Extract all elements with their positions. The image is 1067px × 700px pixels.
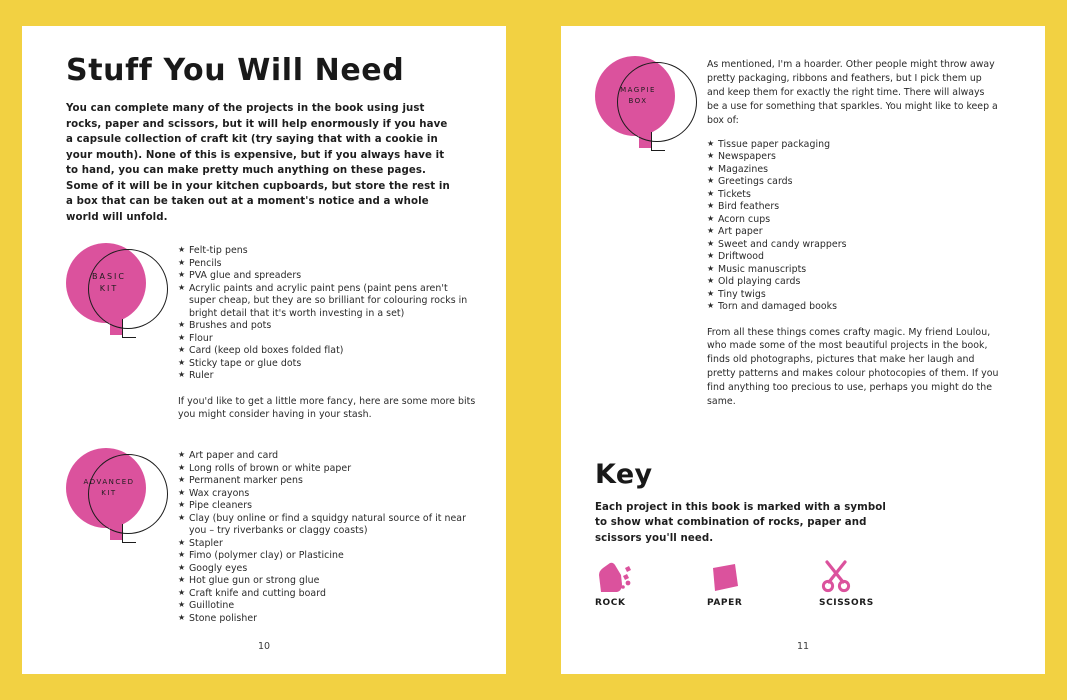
magpie-box-intro: As mentioned, I'm a hoarder. Other people might throw away pretty packaging, ribbons and feathers, but I pick them up and keep them for exactly the right time. There will always be a use for something that sparkles. You might like to keep a box of: <box>707 59 998 126</box>
list-item <box>178 283 476 321</box>
advanced-kit-bubble-label <box>66 448 152 528</box>
key-item-scissors <box>819 562 887 608</box>
star-bullet-icon: ★ <box>707 301 715 311</box>
magpie-box-bubble-label <box>595 56 681 136</box>
magpie-box-closing-paragraph: From all these things comes crafty magic. My friend Loulou, who made some of the most beautiful projects in the book, finds old photographs, pictures that make her laugh and pretty patterns and makes colour photocopies of them. If you find anything too precious to use, perhaps you might do the same. <box>707 326 999 408</box>
list-item-label: Art paper and card <box>189 450 279 462</box>
bubble-label-line-1: ADVANCED <box>83 478 135 487</box>
list-item-label: Greetings cards <box>718 176 793 188</box>
list-item <box>178 488 476 501</box>
advanced-kit-bubble <box>66 448 170 552</box>
list-item-label: Torn and damaged books <box>718 301 838 313</box>
star-bullet-icon: ★ <box>178 357 186 367</box>
list-item-label: Bird feathers <box>718 201 780 213</box>
bubble-label-line-1: MAGPIE <box>620 86 656 95</box>
star-bullet-icon: ★ <box>178 370 186 379</box>
star-bullet-icon: ★ <box>178 575 186 585</box>
rock-icon <box>595 562 635 594</box>
basic-kit-bubble-col <box>66 243 178 347</box>
list-item-label: Old playing cards <box>718 276 801 288</box>
list-item <box>178 588 476 601</box>
star-bullet-icon: ★ <box>178 475 186 485</box>
star-bullet-icon: ★ <box>178 612 186 622</box>
list-item <box>178 258 476 271</box>
star-bullet-icon: ★ <box>707 226 715 236</box>
list-item-label: Clay (buy online or find a squidgy natural source of it near you – try riverbanks or claggy coasts) <box>189 512 466 537</box>
list-item-label: Magazines <box>718 163 769 175</box>
list-item <box>707 201 999 214</box>
list-item <box>707 151 999 164</box>
list-item-label: Stapler <box>189 537 223 549</box>
key-label-paper: PAPER <box>707 598 743 609</box>
star-bullet-icon: ★ <box>178 345 186 354</box>
basic-kit-list-col <box>178 243 476 422</box>
magpie-box-list <box>707 139 999 314</box>
advanced-kit-list <box>178 450 476 625</box>
list-item <box>707 214 999 227</box>
page-title: Stuff You Will Need <box>66 53 405 88</box>
star-bullet-icon: ★ <box>707 263 715 273</box>
list-item <box>178 538 476 551</box>
right-page <box>561 26 1045 674</box>
advanced-kit-list-col <box>178 448 476 625</box>
list-item-label: Acrylic paints and acrylic paint pens (paint pens aren't super cheap, but they are so brilliant for colouring rocks in bright detail that it's worth investing in a set) <box>189 282 468 319</box>
list-item-label: Permanent marker pens <box>189 475 303 487</box>
list-item <box>178 613 476 626</box>
list-item-label: Newspapers <box>718 151 776 163</box>
list-item-label: Music manuscripts <box>718 263 807 275</box>
star-bullet-icon: ★ <box>178 500 186 510</box>
bubble-label-line-1: BASIC <box>92 271 126 281</box>
list-item-label: Tickets <box>718 188 751 200</box>
list-item-label: Pencils <box>189 257 222 269</box>
basic-kit-bubble <box>66 243 170 347</box>
list-item-label: Craft knife and cutting board <box>189 587 326 599</box>
list-item <box>178 450 476 463</box>
star-bullet-icon: ★ <box>707 138 715 148</box>
list-item <box>178 575 476 588</box>
star-bullet-icon: ★ <box>178 562 186 572</box>
list-item <box>178 513 476 538</box>
list-item <box>707 289 999 302</box>
star-bullet-icon: ★ <box>178 320 186 329</box>
star-bullet-icon: ★ <box>707 176 715 186</box>
list-item-label: Tiny twigs <box>718 288 766 300</box>
basic-kit-list <box>178 245 476 383</box>
star-bullet-icon: ★ <box>707 201 715 211</box>
advanced-kit-block <box>66 448 476 625</box>
list-item-label: Card (keep old boxes folded flat) <box>189 345 344 356</box>
list-item-label: Flour <box>189 332 213 344</box>
star-bullet-icon: ★ <box>178 587 186 597</box>
star-bullet-icon: ★ <box>707 163 715 173</box>
magpie-box-bubble <box>595 56 699 160</box>
star-bullet-icon: ★ <box>178 450 186 460</box>
list-item <box>178 550 476 563</box>
list-item <box>707 226 999 239</box>
magpie-box-bubble-col <box>595 56 707 160</box>
key-label-rock: ROCK <box>595 598 626 609</box>
list-item <box>178 600 476 613</box>
list-item <box>707 264 999 277</box>
star-bullet-icon: ★ <box>178 550 186 560</box>
star-bullet-icon: ★ <box>178 282 186 292</box>
key-heading: Key <box>595 458 653 490</box>
star-bullet-icon: ★ <box>707 213 715 223</box>
list-item-label: PVA glue and spreaders <box>189 270 302 281</box>
list-item <box>707 276 999 289</box>
key-item-paper <box>707 562 775 608</box>
list-item-label: Hot glue gun or strong glue <box>189 575 320 587</box>
key-description: Each project in this book is marked with a symbol to show what combination of rocks, paper and scissors you'll need. <box>595 501 886 544</box>
list-item-label: Tissue paper packaging <box>718 138 831 150</box>
basic-kit-closing-note: If you'd like to get a little more fancy, here are some more bits you might consider having in your stash. <box>178 395 476 421</box>
star-bullet-icon: ★ <box>178 332 186 342</box>
list-item <box>707 164 999 177</box>
list-item <box>178 320 476 333</box>
list-item <box>178 358 476 371</box>
list-item <box>178 563 476 576</box>
advanced-kit-bubble-col <box>66 448 178 552</box>
left-page <box>22 26 506 674</box>
list-item-label: Brushes and pots <box>189 320 272 331</box>
list-item-label: Pipe cleaners <box>189 500 253 512</box>
star-bullet-icon: ★ <box>178 600 186 610</box>
paper-icon <box>707 562 743 594</box>
star-bullet-icon: ★ <box>707 151 715 161</box>
page-number-left: 10 <box>257 641 271 652</box>
list-item <box>178 333 476 346</box>
star-bullet-icon: ★ <box>707 276 715 286</box>
list-item <box>178 245 476 258</box>
key-label-scissors: SCISSORS <box>819 598 874 609</box>
star-bullet-icon: ★ <box>707 238 715 248</box>
list-item <box>707 189 999 202</box>
bubble-label-line-2: BOX <box>628 97 648 105</box>
list-item <box>178 500 476 513</box>
star-bullet-icon: ★ <box>707 251 715 261</box>
scissors-icon <box>819 562 853 594</box>
intro-paragraph: You can complete many of the projects in the book using just rocks, paper and scissors, but it will help enormously if you have a capsule collection of craft kit (try saying that with a cookie in your mouth). None of this is expensive, but if you always have it to hand, you can make pretty much anything on these pages. Some of it will be in your kitchen cupboards, but store the rest in a box that can be taken out at a moment's notice and a whole world will unfold. <box>66 103 450 223</box>
list-item-label: Sweet and candy wrappers <box>718 238 847 250</box>
star-bullet-icon: ★ <box>178 245 186 254</box>
list-item-label: Ruler <box>189 370 214 381</box>
star-bullet-icon: ★ <box>178 512 186 522</box>
star-bullet-icon: ★ <box>178 462 186 472</box>
basic-kit-bubble-label <box>66 243 152 323</box>
magpie-box-block <box>595 56 999 409</box>
list-item-label: Stone polisher <box>189 612 258 624</box>
list-item <box>178 345 476 358</box>
bubble-label-line-2: KIT <box>101 489 117 498</box>
bubble-label-line-2: KIT <box>99 284 119 293</box>
star-bullet-icon: ★ <box>707 188 715 198</box>
basic-kit-block <box>66 243 476 422</box>
star-bullet-icon: ★ <box>178 487 186 497</box>
list-item <box>707 251 999 264</box>
list-item <box>178 370 476 383</box>
key-section <box>595 458 999 609</box>
list-item-label: Art paper <box>718 226 763 238</box>
star-bullet-icon: ★ <box>178 537 186 547</box>
list-item-label: Googly eyes <box>189 562 248 574</box>
list-item-label: Guillotine <box>189 600 235 612</box>
list-item <box>178 270 476 283</box>
list-item <box>178 463 476 476</box>
page-number-right: 11 <box>796 641 810 652</box>
list-item-label: Driftwood <box>718 251 765 263</box>
list-item-label: Wax crayons <box>189 487 250 499</box>
magpie-box-content-col <box>707 56 999 409</box>
list-item <box>707 139 999 152</box>
star-bullet-icon: ★ <box>707 288 715 298</box>
list-item-label: Long rolls of brown or white paper <box>189 462 352 474</box>
list-item-label: Acorn cups <box>718 213 771 225</box>
list-item <box>707 301 999 314</box>
list-item-label: Felt-tip pens <box>189 245 248 256</box>
key-icon-row <box>595 562 999 608</box>
key-item-rock <box>595 562 663 608</box>
star-bullet-icon: ★ <box>178 257 186 267</box>
list-item-label: Sticky tape or glue dots <box>189 357 302 369</box>
list-item-label: Fimo (polymer clay) or Plasticine <box>189 550 344 562</box>
list-item <box>178 475 476 488</box>
list-item <box>707 176 999 189</box>
list-item <box>707 239 999 252</box>
star-bullet-icon: ★ <box>178 270 186 279</box>
